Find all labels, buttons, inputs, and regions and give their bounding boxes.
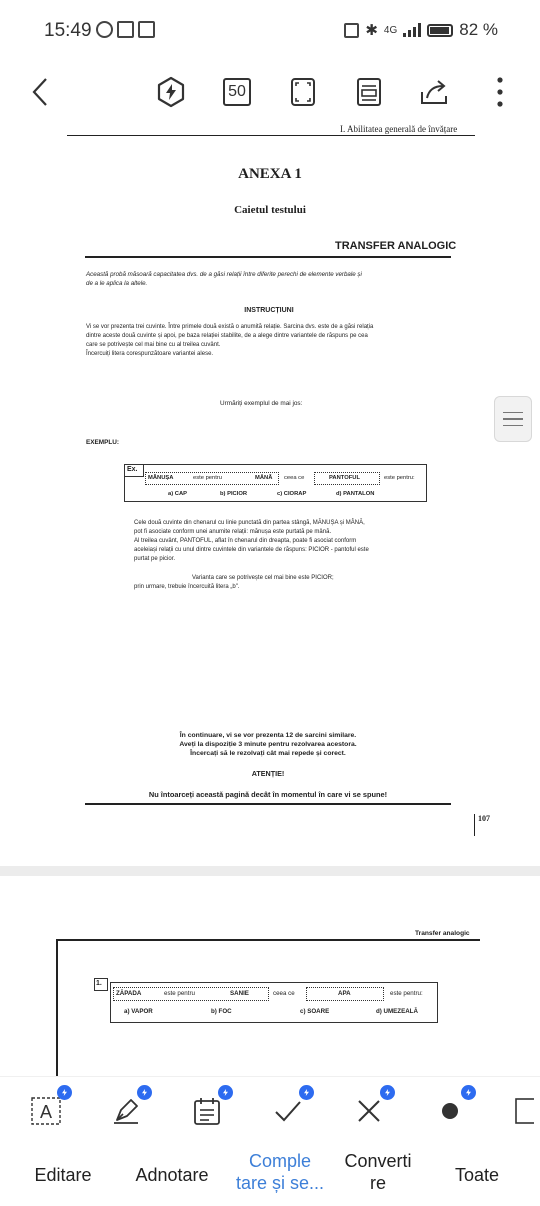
example-option-d: d) PANTALON [336,491,375,497]
question-1-option-a: a) VAPOR [124,1008,153,1015]
zoom-button[interactable] [217,72,257,112]
fullscreen-icon [290,77,316,107]
tab-annotate[interactable] [126,1164,218,1186]
mail-icon [117,21,134,38]
pen-annotate-icon [111,1096,141,1126]
back-button[interactable] [20,72,60,112]
tab-annotate-label: Adnotare [135,1165,209,1185]
header-rule-page-2 [56,939,480,941]
dot-icon [440,1101,460,1121]
checkmark-tool[interactable] [268,1093,308,1129]
example-option-a: a) CAP [168,491,188,497]
continue-text-3: Încercați să le rezolvați cât mai repede și corect. [190,750,346,757]
page-number: 107 [478,814,490,823]
annotate-tool[interactable] [106,1093,146,1129]
text-edit-icon [31,1097,61,1125]
form-fill-tool[interactable] [187,1093,227,1129]
page-subtitle: Caietul testului [234,204,306,216]
square-icon [510,1098,534,1124]
document-viewer[interactable] [0,124,540,1076]
network-type: 4G [383,24,398,36]
intro-text-2: de a le aplica la altele. [86,280,148,287]
explanation-3: Al treilea cuvânt, PANTOFUL, aflat în chenarul din dreapta, poate fi asociat conform [134,538,357,544]
nfc-icon [344,23,359,38]
svg-text:A: A [39,1102,53,1122]
instructions-text-1: Vi se vor prezenta trei cuvinte. Între primele două există o anumită relație. Sarcina dvs. este de a găsi relația [86,324,374,330]
page-separator [0,866,540,876]
continue-text-2: Aveți la dispoziție 3 minute pentru rezolvarea acestora. [179,741,357,748]
status-bar [0,0,540,62]
instructions-text-3: care se potrivește cel mai bine cu al treilea cuvânt. [86,342,221,348]
left-border-page-2 [56,939,58,1076]
tab-convert-label-2: re [369,1173,386,1193]
answer-text-1: Varianta care se potrivește cel mai bine este PICIOR; [192,575,334,581]
cross-tool[interactable] [349,1093,389,1129]
example-tag: Ex. [127,466,138,473]
form-fill-icon [193,1096,221,1126]
fullscreen-button[interactable] [283,72,323,112]
question-1-option-c: c) SOARE [300,1008,330,1015]
zoom-value: 50 [223,78,251,106]
warning-text: Nu întoarceți această pagină decât în momentul în care vi se spune! [148,790,388,799]
attention-label: ATENȚIE! [251,769,285,778]
premium-badge-icon [461,1085,476,1100]
top-toolbar [0,62,540,124]
question-1-option-d: d) UMEZEALĂ [376,1008,418,1015]
back-arrow-icon [30,77,50,107]
tab-fill-and-sign[interactable] [228,1150,332,1194]
text-edit-tool[interactable] [26,1093,66,1129]
tab-fill-label-1: Comple [248,1151,312,1171]
example-mid-text: este pentru [193,475,223,481]
premium-badge-icon [218,1085,233,1100]
status-indicators [344,20,498,40]
premium-badge-icon [57,1085,72,1100]
dot-tool[interactable] [430,1093,470,1129]
running-header-page-2: Transfer analogic [415,930,470,937]
status-time: 15:49 [44,20,92,41]
continue-text-1: În continuare, vi se vor prezenta 12 de sarcini similare. [179,732,357,739]
example-word-3: PANTOFUL [329,475,361,481]
scroll-handle[interactable] [494,396,532,442]
example-end-text: este pentru: [384,475,415,481]
question-1-word-1: ZĂPADA [116,990,142,997]
app-notification-icon [138,21,155,38]
notification-icons [96,21,155,38]
intro-text-1: Această probă măsoară capacitatea dvs. de a găsi relații între diferite perechi de elemente verbale și [86,271,362,278]
footer-rule [85,803,451,805]
question-1-word-3: APA [338,990,351,997]
example-option-c: c) CIORAP [277,491,307,497]
question-1-number: 1. [96,980,102,987]
page-title: ANEXA 1 [238,166,302,182]
checkmark-icon [273,1098,303,1124]
question-1-ceea-ce: ceea ce [273,990,295,997]
example-word-2: MÂNĂ [255,475,273,481]
section-rule [85,256,451,258]
running-header: I. Abilitatea generală de învățare [340,124,458,134]
tab-convert-label-1: Converti [344,1151,412,1171]
explanation-5: purtat pe picior. [134,556,176,562]
bottom-tab-bar [0,1142,540,1206]
example-label: EXEMPLU: [86,439,120,446]
tab-convert[interactable] [334,1150,422,1194]
explanation-2: pot fi asociate conform unei anumite relații: mănușa este purtată pe mână. [134,529,332,535]
more-icon [496,76,504,108]
whatsapp-icon [96,21,113,38]
instructions-text-2: dintre aceste două cuvinte și apoi, pe baza relației stabilite, de a alege dintre variantele de răspuns pe cea [86,333,368,339]
tab-all-label: Toate [454,1165,500,1185]
premium-badge-icon [137,1085,152,1100]
header-rule [67,135,475,136]
example-word-1: MĂNUȘA [148,475,174,481]
instructions-title: INSTRUCȚIUNI [244,307,294,314]
page-view-icon [356,77,382,107]
page-number-rule [474,814,475,836]
share-button[interactable] [415,72,455,112]
more-button[interactable] [480,72,520,112]
example-ceea-ce: ceea ce [284,475,305,481]
tab-edit-label: Editare [34,1165,92,1185]
tab-all[interactable] [438,1164,516,1186]
quick-tools-row [0,1076,540,1142]
tab-fill-label-2: tare și se... [235,1173,325,1193]
question-1-mid-text: este pentru [164,990,195,997]
answer-text-2: prin urmare, trebuie încercuită litera „b". [134,584,240,590]
bluetooth-icon: ✱ [365,22,378,39]
question-1-word-2: SANIE [230,990,249,997]
explanation-4: aceleiași relații cu unul dintre cuvintele din variantele de răspuns: PICIOR - pantoful este [134,547,369,553]
page-view-button[interactable] [349,72,389,112]
question-1-option-b: b) FOC [211,1008,232,1015]
square-tool[interactable] [510,1093,540,1129]
instructions-text-4: Încercuiți litera corespunzătoare variantei alese. [86,351,214,357]
battery-level: 82 % [459,20,498,39]
example-option-b: b) PICIOR [220,491,248,497]
cross-icon [356,1098,382,1124]
signal-icon [403,23,421,37]
follow-example-text: Urmăriți exemplul de mai jos: [220,400,303,407]
premium-badge-icon [380,1085,395,1100]
explanation-1: Cele două cuvinte din chenarul cu linie punctată din partea stângă, MĂNUȘA și MÂNĂ, [134,520,365,526]
section-title: TRANSFER ANALOGIC [335,240,457,252]
share-icon [419,78,451,106]
battery-icon [427,24,453,37]
tab-edit[interactable] [20,1164,106,1186]
lightning-icon [155,76,187,108]
ai-button[interactable] [151,72,191,112]
premium-badge-icon [299,1085,314,1100]
question-1-end-text: este pentru: [390,990,423,997]
